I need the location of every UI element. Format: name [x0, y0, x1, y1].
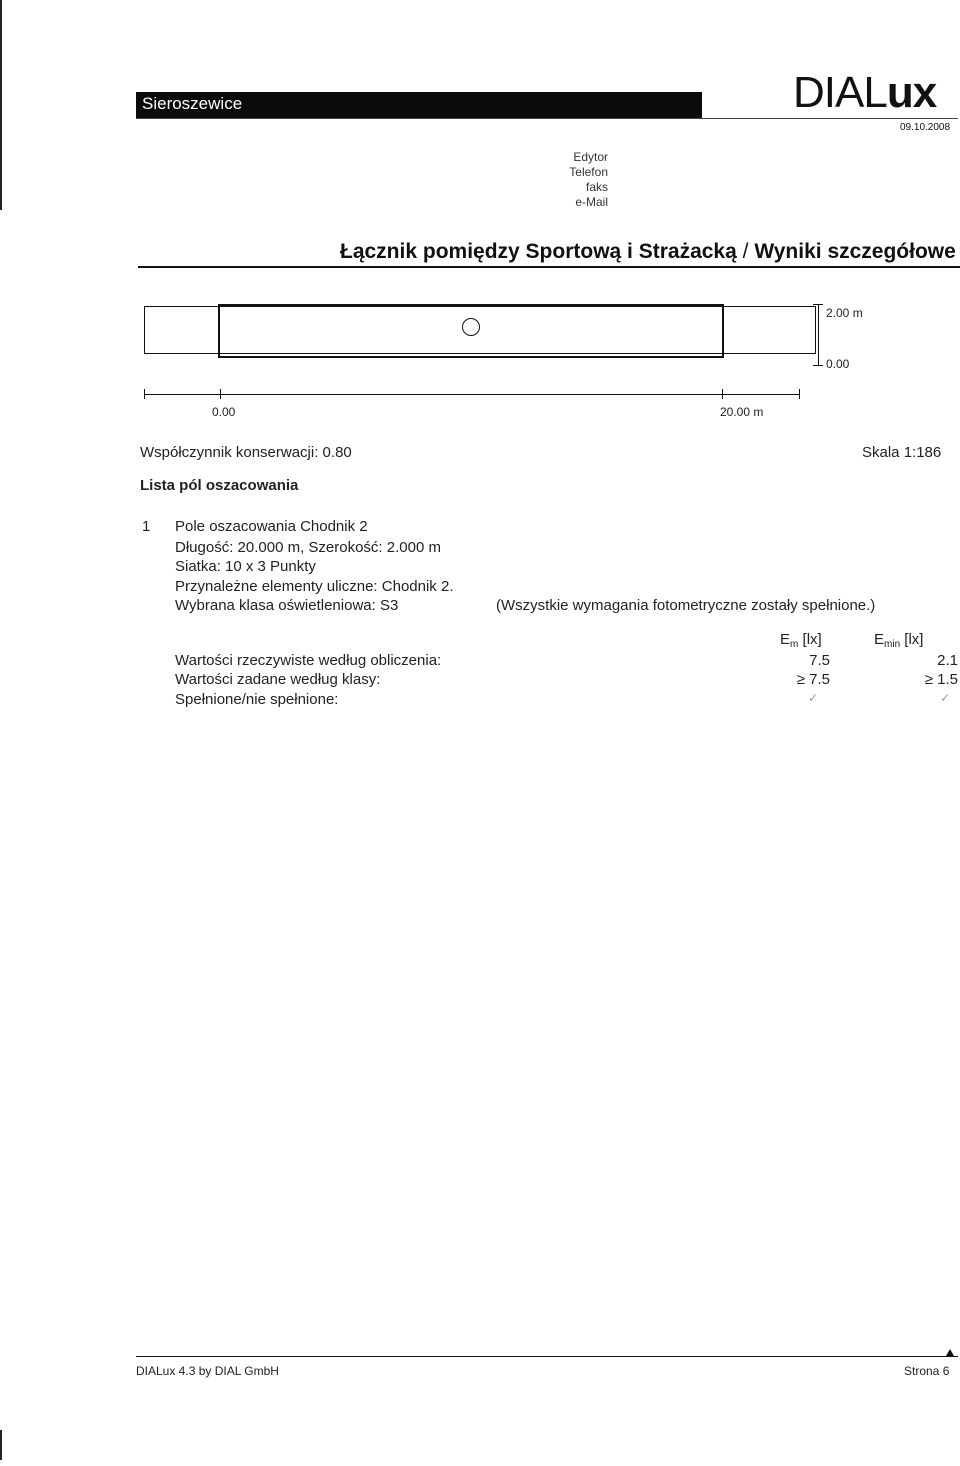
report-date: 09.10.2008 [900, 122, 951, 133]
field-dimensions: Długość: 20.000 m, Szerokość: 2.000 m [175, 539, 441, 556]
dimension-tick [220, 389, 221, 399]
footer-credit: DIALux 4.3 by DIAL GmbH [136, 1364, 279, 1378]
footer-divider [136, 1356, 958, 1357]
length-start-label: 0.00 [212, 405, 236, 419]
height-dimension-line [818, 304, 819, 366]
dimension-tick [144, 389, 145, 399]
header-divider [136, 118, 958, 119]
dimension-tick [722, 389, 723, 399]
contact-block [520, 150, 608, 210]
email-label: e-Mail [575, 195, 608, 209]
maintenance-factor: Współczynnik konserwacji: 0.80 [140, 444, 352, 461]
result-em-value: ≥ 7.5 [796, 671, 830, 688]
project-name: Sieroszewice [142, 94, 243, 113]
dimension-tick [799, 389, 800, 399]
phone-label: Telefon [569, 165, 608, 179]
height-dimension-cap [813, 304, 823, 305]
page-title: Łącznik pomiędzy Sportową i Strażacką / Wyniki szczegółowe [340, 240, 956, 263]
result-emin-value: ≥ 1.5 [924, 671, 958, 688]
field-index: 1 [142, 518, 151, 535]
em-column-header: $E_m$ [lx] [780, 631, 822, 650]
requirements-note: (Wszystkie wymagania fotometryczne zostały spełnione.) [496, 597, 876, 614]
length-end-label: 20.00 m [720, 405, 764, 419]
editor-label: Edytor [573, 150, 608, 164]
footer-marker-icon [946, 1349, 954, 1356]
height-bottom-label: 0.00 [826, 357, 850, 371]
check-icon: ✓ [808, 691, 819, 705]
field-name: Pole oszacowania Chodnik 2 [175, 518, 368, 535]
lighting-class: Wybrana klasa oświetleniowa: S3 [175, 597, 399, 614]
field-grid: Siatka: 10 x 3 Punkty [175, 558, 316, 575]
title-underline [138, 266, 960, 268]
result-em-value: 7.5 [809, 652, 830, 669]
page-number: Strona 6 [904, 1364, 950, 1378]
evaluation-list-heading: Lista pól oszacowania [140, 477, 299, 494]
fax-label: faks [585, 180, 608, 194]
length-dimension-line [144, 394, 800, 395]
emin-column-header: $E_{min}$ [lx] [874, 631, 924, 650]
result-row-label: Wartości rzeczywiste według obliczenia: [175, 652, 442, 669]
result-emin-value: 2.1 [937, 652, 958, 669]
height-top-label: 2.00 m [826, 306, 863, 320]
project-header-bar [136, 92, 702, 118]
luminaire-icon [462, 318, 480, 336]
check-icon: ✓ [940, 691, 951, 705]
field-elements: Przynależne elementy uliczne: Chodnik 2. [175, 578, 454, 595]
result-row-label: Wartości zadane według klasy: [175, 671, 381, 688]
scale-label: Skala 1:186 [862, 444, 942, 461]
margin-rule [0, 0, 2, 210]
dialux-logo: DIALux [793, 68, 937, 117]
result-row-label: Spełnione/nie spełnione: [175, 691, 339, 708]
margin-rule-bottom [0, 1430, 2, 1460]
height-dimension-cap [813, 365, 823, 366]
